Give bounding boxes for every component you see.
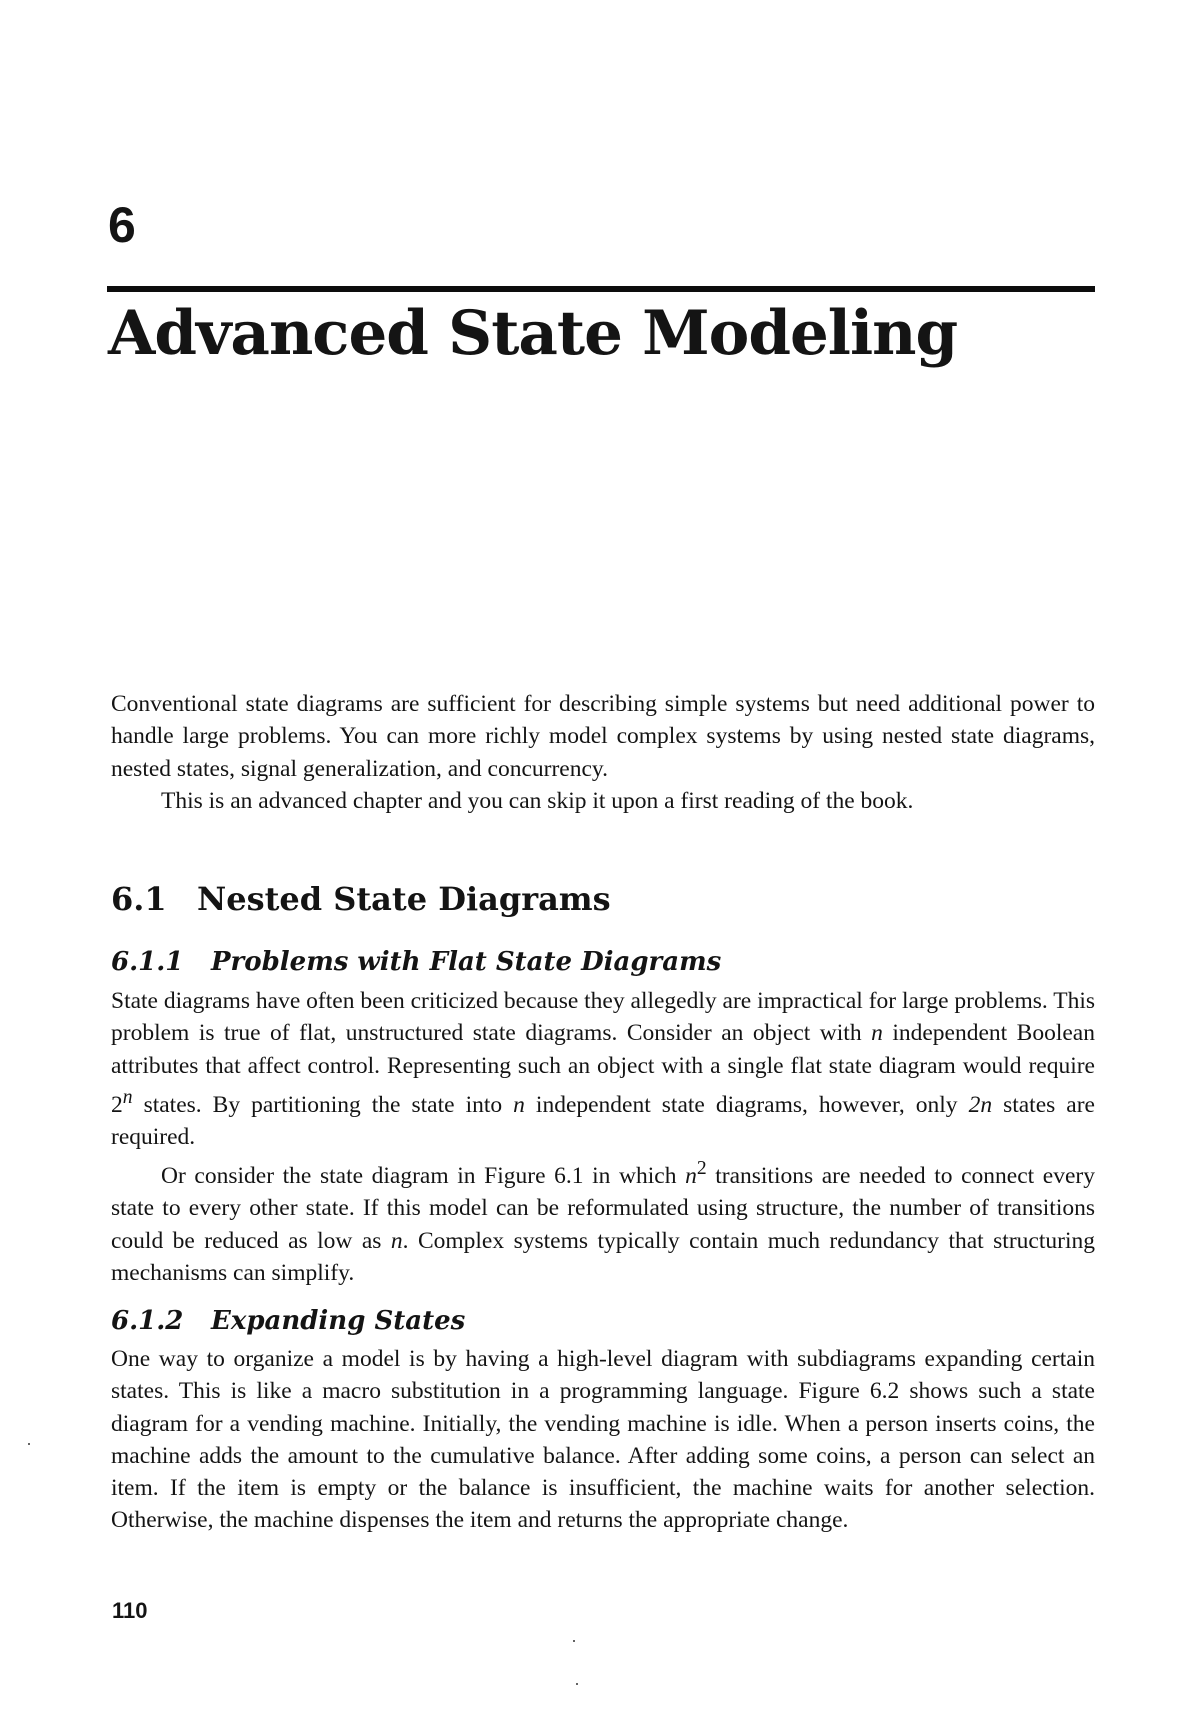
intro-paragraph: Conventional state diagrams are sufficient for describing simple systems but need additional power to handle large problems. You can more richly model complex systems by using nested state diagrams, nested states, signal generalization, and concurrency. — [111, 691, 1095, 782]
section-heading — [111, 880, 611, 918]
scan-speck — [576, 1683, 578, 1685]
scan-speck — [28, 1443, 30, 1445]
chapter-title: Advanced State Modeling — [108, 298, 958, 369]
math-variable: n — [685, 1163, 697, 1190]
text-run: states. By partitioning the state into — [132, 1091, 514, 1118]
math-variable: n — [390, 1227, 403, 1254]
text-run: . Complex systems typically contain much redundancy that structuring mechanisms can simplify. — [111, 1227, 1095, 1287]
subsection-number: 6.1.1 — [111, 947, 184, 977]
chapter-rule — [107, 286, 1095, 292]
chapter-number: 6 — [108, 197, 136, 253]
subsection-title: Problems with Flat State Diagrams — [211, 947, 722, 977]
body-paragraph — [111, 1153, 1095, 1289]
subsection-body — [111, 1343, 1095, 1537]
subsection-number: 6.1.2 — [111, 1306, 184, 1336]
text-run: Or consider the state diagram in Figure 6.1 in which — [161, 1163, 686, 1190]
subsection-body — [111, 985, 1095, 1289]
math-exponent: 2 — [696, 1158, 707, 1180]
intro-paragraph: This is an advanced chapter and you can skip it upon a first reading of the book. — [161, 787, 914, 814]
subsection-heading — [111, 1306, 465, 1337]
text-run: transitions are needed to connect every state to every other state. If this model can be reformulated using structure, the number of transitions could be reduced as low as — [111, 1163, 1095, 1254]
text-run: states are required. — [111, 1091, 1095, 1151]
chapter-intro — [111, 688, 1095, 817]
math-base: 2 — [111, 1091, 123, 1118]
text-run: independent state diagrams, however, only — [524, 1091, 969, 1118]
text-run: independent Boolean attributes that affect control. Representing such an object with a single flat state diagram would require — [111, 1020, 1095, 1079]
section-number: 6.1 — [111, 880, 167, 918]
math-variable: 2n — [968, 1091, 993, 1118]
page-number: 110 — [112, 1598, 148, 1623]
math-exponent: n — [122, 1086, 133, 1108]
math-variable: n — [871, 1020, 883, 1047]
subsection-title: Expanding States — [211, 1306, 466, 1336]
body-paragraph: One way to organize a model is by having a high-level diagram with subdiagrams expanding certain states. This is like a macro substitution in a programming language. Figure 6.2 shows such a state diagram for a vending machine. Initially, the vending machine is idle. When a person inserts coins, the machine adds the amount to the cumulative balance. After adding some coins, a person can select an item. If the item is empty or the balance is insufficient, the machine waits for another selection. Otherwise, the machine dispenses the item and returns the appropriate change. — [111, 1346, 1095, 1534]
scan-speck — [573, 1640, 575, 1642]
subsection-heading — [111, 947, 721, 978]
body-paragraph — [111, 985, 1095, 1153]
section-title: Nested State Diagrams — [197, 880, 611, 918]
math-variable: n — [513, 1091, 525, 1118]
text-run: State diagrams have often been criticized because they allegedly are impractical for large problems. This problem is true of flat, unstructured state diagrams. Consider an object with — [111, 988, 1095, 1047]
